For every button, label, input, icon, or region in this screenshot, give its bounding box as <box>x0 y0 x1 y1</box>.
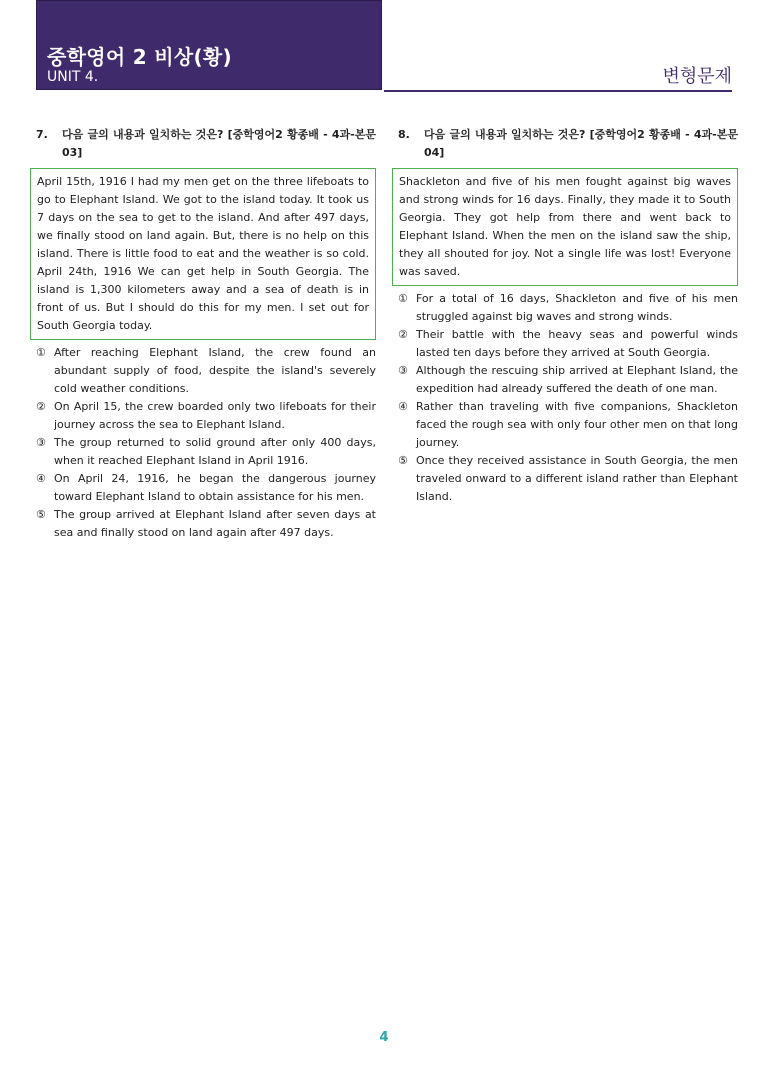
option-mark: ④ <box>36 472 46 485</box>
option-mark: ① <box>36 346 46 359</box>
option-text: On April 15, the crew boarded only two lifeboats for their journey across the sea to Elephant Island. <box>54 400 376 431</box>
answer-option[interactable] <box>36 506 376 542</box>
option-mark: ④ <box>398 400 408 413</box>
option-text: Rather than traveling with five companions, Shackleton faced the rough sea with only four other men on that long journey. <box>416 400 738 449</box>
unit-label: UNIT 4. <box>47 69 99 85</box>
option-text: For a total of 16 days, Shackleton and five of his men struggled against big waves and strong winds. <box>416 292 738 323</box>
option-mark: ② <box>398 328 408 341</box>
section-label: 변형문제 <box>662 66 732 87</box>
answer-options <box>392 290 738 506</box>
option-text: The group arrived at Elephant Island after seven days at sea and finally stood on land again after 497 days. <box>54 508 376 539</box>
passage-box: April 15th, 1916 I had my men get on the three lifeboats to go to Elephant Island. We got to the island today. It took us 7 days on the sea to get to the island. And after 497 days, we finally stood on land again. But, there is no help on this island. There is little food to eat and the weather is so cold. April 24th, 1916 We can get help in South Georgia. The island is 1,300 kilometers away and a sea of death is in front of us. But I should do this for my men. I set out for South Georgia today. <box>30 168 376 340</box>
option-mark: ② <box>36 400 46 413</box>
question-prompt: 다음 글의 내용과 일치하는 것은? [중학영어2 황종배 - 4과-본문 03] <box>62 128 376 159</box>
answer-option[interactable] <box>398 362 738 398</box>
header-divider <box>384 90 732 92</box>
answer-option[interactable] <box>36 398 376 434</box>
answer-option[interactable] <box>398 398 738 452</box>
option-text: Once they received assistance in South Georgia, the men traveled onward to a different island rather than Elephant Island. <box>416 454 738 503</box>
option-text: After reaching Elephant Island, the crew found an abundant supply of food, despite the island's severely cold weather conditions. <box>54 346 376 395</box>
question-number: 8. <box>398 128 410 141</box>
answer-option[interactable] <box>398 326 738 362</box>
answer-option[interactable] <box>36 434 376 470</box>
answer-option[interactable] <box>36 470 376 506</box>
option-mark: ① <box>398 292 408 305</box>
passage-box: Shackleton and five of his men fought against big waves and strong winds for 16 days. Finally, they made it to South Georgia. They got help from there and went back to Elephant Island. When the men on the island saw the ship, they all shouted for joy. Not a single life was lost! Everyone was saved. <box>392 168 738 286</box>
question-8 <box>392 126 738 506</box>
question-header <box>392 126 738 162</box>
question-7 <box>30 126 376 542</box>
question-header <box>30 126 376 162</box>
option-mark: ⑤ <box>36 508 46 521</box>
option-text: On April 24, 1916, he began the dangerous journey toward Elephant Island to obtain assistance for his men. <box>54 472 376 503</box>
option-text: Their battle with the heavy seas and powerful winds lasted ten days before they arrived at South Georgia. <box>416 328 738 359</box>
header-banner <box>36 0 382 90</box>
option-mark: ⑤ <box>398 454 408 467</box>
question-number: 7. <box>36 128 48 141</box>
page-number: 4 <box>379 1030 389 1045</box>
answer-option[interactable] <box>398 290 738 326</box>
option-text: The group returned to solid ground after only 400 days, when it reached Elephant Island in April 1916. <box>54 436 376 467</box>
option-mark: ③ <box>36 436 46 449</box>
answer-option[interactable] <box>398 452 738 506</box>
option-text: Although the rescuing ship arrived at Elephant Island, the expedition had already suffered the death of one man. <box>416 364 738 395</box>
book-title: 중학영어 2 비상(황) <box>47 45 232 69</box>
question-prompt: 다음 글의 내용과 일치하는 것은? [중학영어2 황종배 - 4과-본문 04] <box>424 128 738 159</box>
answer-options <box>30 344 376 542</box>
option-mark: ③ <box>398 364 408 377</box>
answer-option[interactable] <box>36 344 376 398</box>
